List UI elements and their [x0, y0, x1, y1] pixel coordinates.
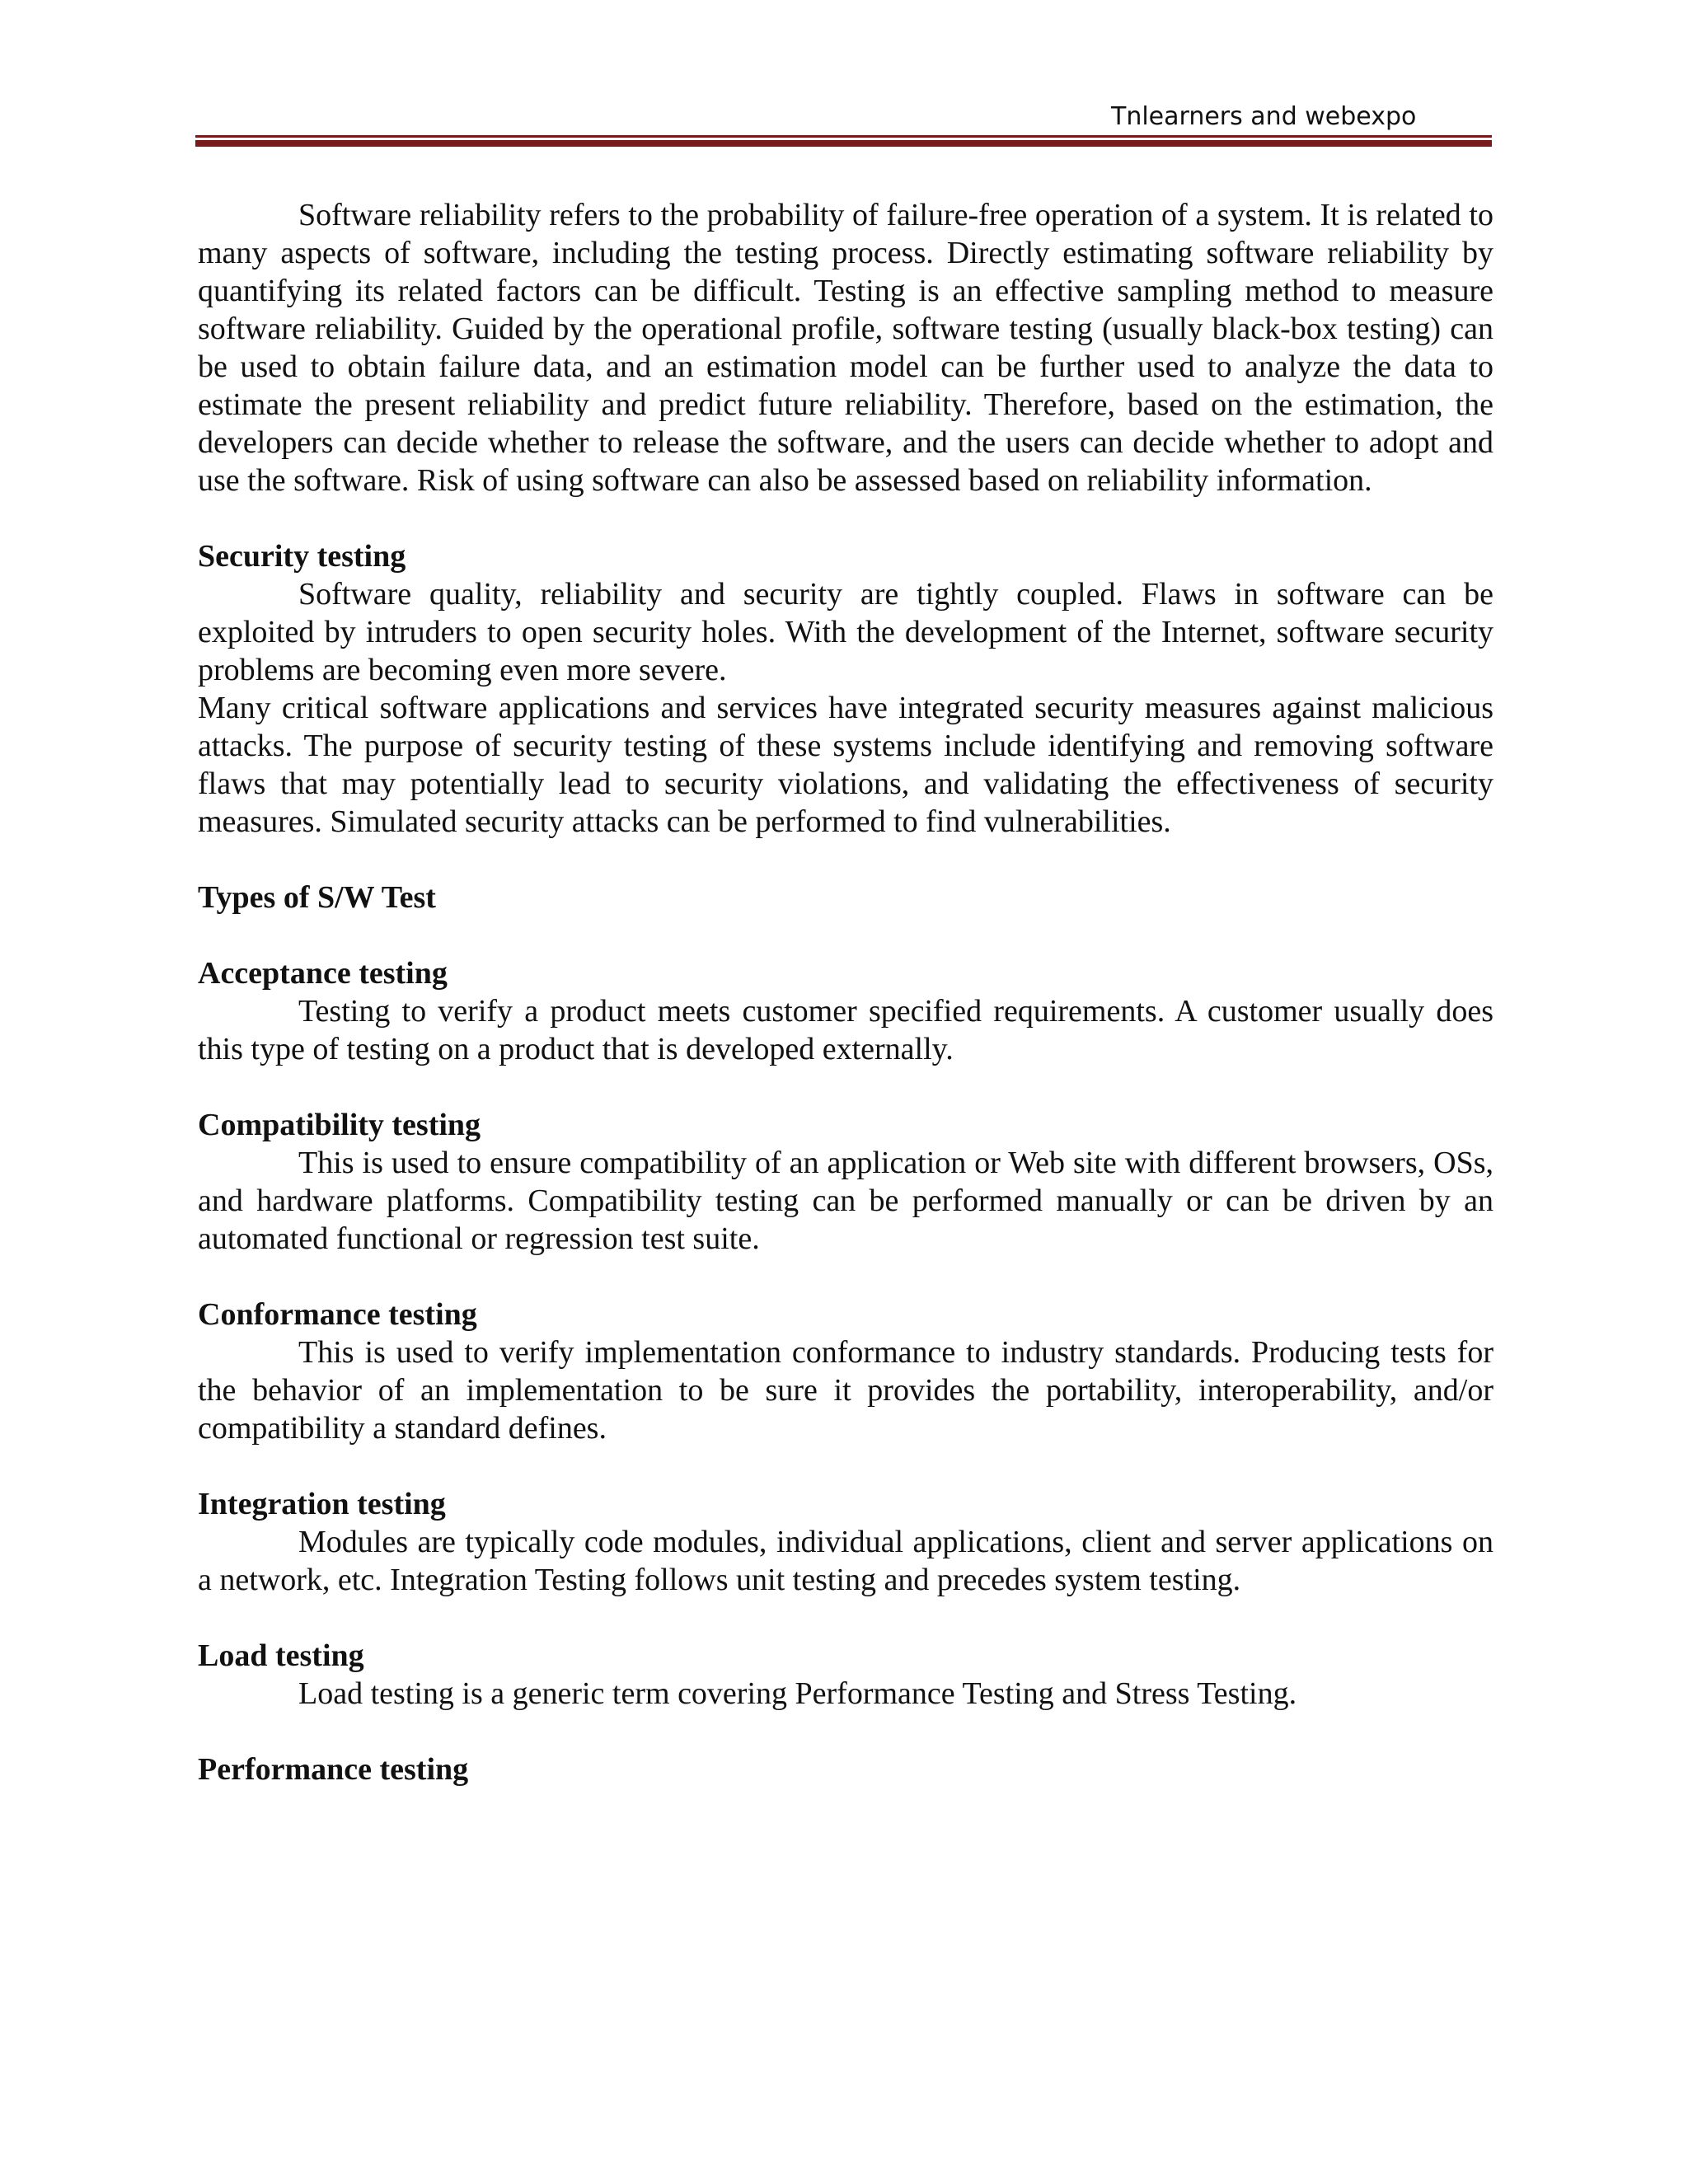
- integration-testing-heading: Integration testing: [198, 1487, 446, 1521]
- header-title: Tnlearners and webexpo: [1111, 102, 1417, 131]
- compatibility-testing-heading: Compatibility testing: [198, 1108, 481, 1142]
- intro-paragraph: Software reliability refers to the probability of failure-free operation of a system. It is related to many aspects of software, including the testing process. Directly estimating software reliability by quantifying its related factors can be difficult. Testing is an effective sampling method to measure software reliability. Guided by the operational profile, software testing (usually black-box testing) can be used to obtain failure data, and an estimation model can be further used to analyze the data to estimate the present reliability and predict future reliability. Therefore, based on the estimation, the developers can decide whether to release the software, and the users can decide whether to adopt and use the software. Risk of using software can also be assessed based on reliability information.: [198, 198, 1493, 498]
- spacer: [198, 916, 1493, 954]
- performance-testing-heading: Performance testing: [198, 1752, 469, 1787]
- load-testing-heading: Load testing: [198, 1638, 364, 1673]
- page-header: [0, 0, 1688, 165]
- spacer: [198, 1258, 1493, 1296]
- types-heading: Types of S/W Test: [198, 880, 436, 915]
- header-rule-thick: [195, 140, 1492, 147]
- integration-paragraph: Modules are typically code modules, individual applications, client and server applications on a network, etc. Integration Testing follows unit testing and precedes system testing.: [198, 1525, 1493, 1597]
- security-paragraph-1: Software quality, reliability and security are tightly coupled. Flaws in software can be exploited by intruders to open security holes. With the development of the Internet, software security problems are becoming even more severe.: [198, 577, 1493, 687]
- spacer: [198, 1599, 1493, 1637]
- document-body: [198, 196, 1493, 1788]
- spacer: [198, 1447, 1493, 1485]
- spacer: [198, 1068, 1493, 1106]
- security-paragraph-2: Many critical software applications and services have integrated security measures against malicious attacks. The purpose of security testing of these systems include identifying and removing software flaws that may potentially lead to security violations, and validating the effectiveness of security measures. Simulated security attacks can be performed to find vulnerabilities.: [198, 691, 1493, 839]
- load-paragraph: Load testing is a generic term covering Performance Testing and Stress Testing.: [298, 1676, 1297, 1711]
- acceptance-testing-heading: Acceptance testing: [198, 956, 448, 991]
- spacer: [198, 841, 1493, 879]
- header-rule-thin: [195, 135, 1492, 138]
- conformance-paragraph: This is used to verify implementation conformance to industry standards. Producing tests for the behavior of an implementation to be sure it provides the portability, interoperability, and/or compatibility a standard defines.: [198, 1335, 1493, 1446]
- compatibility-paragraph: This is used to ensure compatibility of an application or Web site with different browsers, OSs, and hardware platforms. Compatibility testing can be performed manually or can be driven by an automated functional or regression test suite.: [198, 1146, 1493, 1256]
- acceptance-paragraph: Testing to verify a product meets customer specified requirements. A customer usually does this type of testing on a product that is developed externally.: [198, 994, 1493, 1066]
- conformance-testing-heading: Conformance testing: [198, 1297, 477, 1332]
- spacer: [198, 499, 1493, 537]
- security-testing-heading: Security testing: [198, 539, 406, 574]
- spacer: [198, 1713, 1493, 1750]
